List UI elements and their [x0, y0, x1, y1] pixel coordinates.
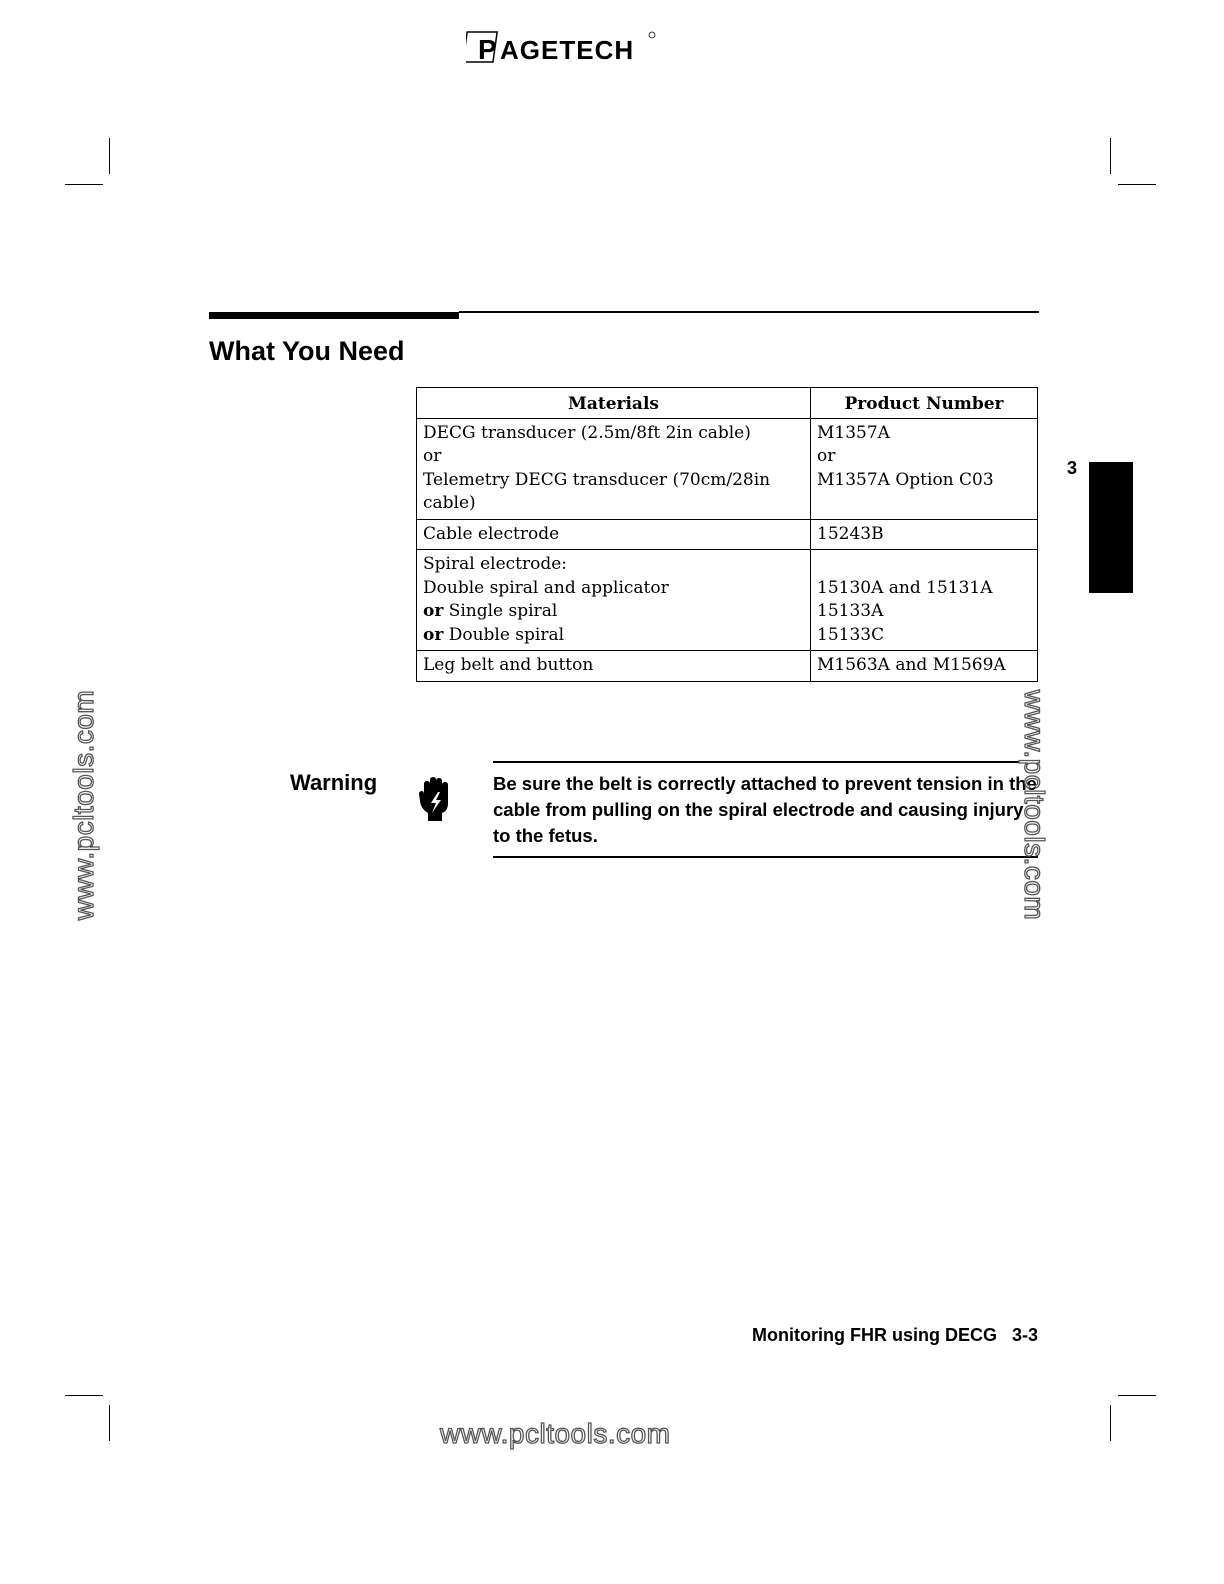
pagetech-logo-graphic [466, 26, 660, 66]
chapter-thumb-tab [1089, 462, 1133, 593]
crop-mark [65, 184, 103, 185]
watermark-right: www.pcltools.com [1019, 689, 1050, 921]
page-footer [752, 1325, 1038, 1346]
warning-text: Be sure the belt is correctly attached to prevent tension in the cable from pulling on the spiral electrode and causing injury to the fetus. [493, 773, 1037, 846]
cell-line: Double spiral and applicator [423, 577, 669, 598]
cell-line: DECG transducer (2.5m/8ft 2in cable) [423, 422, 751, 443]
cell-text: Double spiral [448, 624, 565, 645]
cell-line: M1357A Option C03 [817, 469, 994, 490]
cell-line: 15133C [817, 624, 885, 645]
product-number-cell [811, 651, 1038, 682]
svg-text:P: P [478, 34, 497, 65]
column-header-product-number: Product Number [811, 388, 1038, 419]
product-number-cell [811, 519, 1038, 550]
or-prefix: or [423, 601, 444, 621]
section-rule-thick [209, 312, 459, 319]
cell-line [423, 600, 804, 624]
chapter-number: 3 [1067, 458, 1078, 478]
table-row [417, 550, 1038, 651]
column-header-materials: Materials [417, 388, 811, 419]
cell-line: or [423, 446, 442, 466]
cell-line: 15130A and 15131A [817, 577, 993, 598]
crop-mark [65, 1395, 103, 1396]
table-row [417, 418, 1038, 519]
crop-mark [109, 1405, 110, 1441]
pagetech-logo [466, 26, 660, 66]
cell-line: Telemetry DECG transducer (70cm/28in [423, 469, 771, 490]
footer-page-number: 3-3 [1011, 1325, 1038, 1345]
materials-table [416, 387, 1038, 682]
materials-cell [417, 651, 811, 682]
section-rule-thin [459, 311, 1039, 313]
product-number-cell [811, 550, 1038, 651]
crop-mark [1110, 1405, 1111, 1441]
cell-line: or [817, 446, 836, 466]
cell-line: M1563A and M1569A [817, 655, 1006, 675]
or-prefix: or [423, 624, 444, 645]
materials-cell [417, 519, 811, 550]
svg-text:AGETECH: AGETECH [500, 35, 635, 65]
materials-cell [417, 418, 811, 519]
crop-mark [109, 138, 110, 174]
warning-rule-top [493, 761, 1038, 763]
cell-line [423, 624, 804, 648]
watermark-bottom: www.pcltools.com [440, 1418, 671, 1449]
footer-chapter-title: Monitoring FHR using DECG [752, 1325, 997, 1345]
product-number-cell [811, 418, 1038, 519]
table-header-row [417, 388, 1038, 419]
watermark-left: www.pcltools.com [68, 689, 99, 921]
blank-line [817, 553, 1031, 577]
cell-line: 15133A [817, 601, 884, 621]
cell-text: Single spiral [448, 601, 558, 621]
crop-mark [1118, 1395, 1156, 1396]
warning-rule-bottom [493, 856, 1038, 858]
crop-mark [1110, 138, 1111, 174]
cell-line: 15243B [817, 523, 884, 544]
raised-hand-lightning-icon [418, 775, 454, 823]
crop-mark [1118, 184, 1156, 185]
cell-line: cable) [423, 493, 476, 513]
cell-line: Spiral electrode: [423, 554, 568, 574]
cell-line: Cable electrode [423, 523, 560, 544]
section-title: What You Need [209, 336, 405, 366]
cell-line: Leg belt and button [423, 655, 594, 675]
warning-label: Warning [290, 770, 378, 795]
table-row [417, 519, 1038, 550]
materials-cell [417, 550, 811, 651]
table-row [417, 651, 1038, 682]
cell-line: M1357A [817, 422, 890, 443]
